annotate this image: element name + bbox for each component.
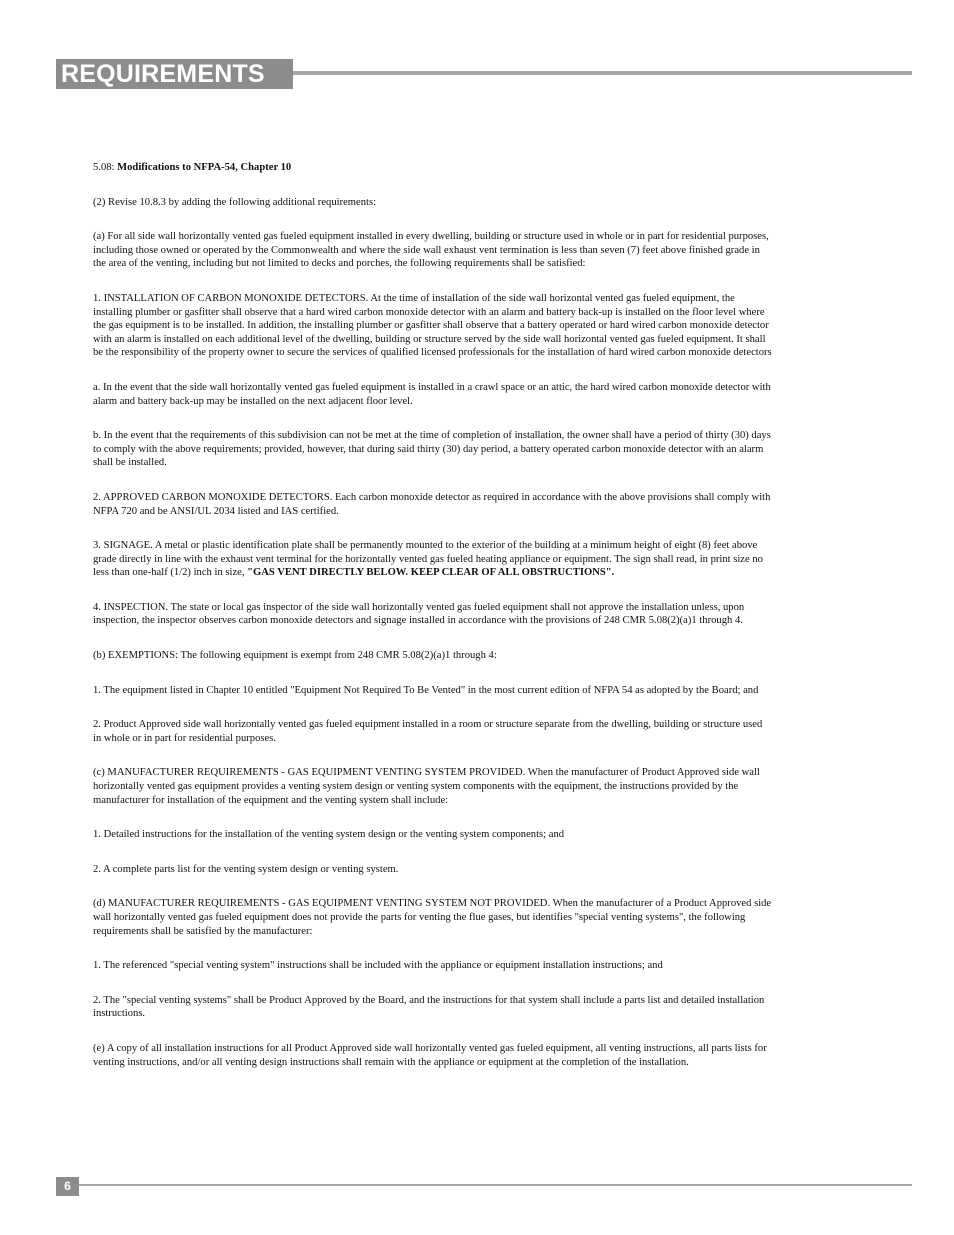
paragraph-c: (c) MANUFACTURER REQUIREMENTS - GAS EQUIPMENT VENTING SYSTEM PROVIDED. When the manufacturer of Product Approved side wall horizontally vented gas equipment provides a venting system design or venting system components with the equipment, the instructions provided by the manufacturer for installation of the equipment and the venting system shall include: <box>93 767 760 806</box>
paragraph-a: (a) For all side wall horizontally vented gas fueled equipment installed in every dwelling, building or structure used in whole or in part for residential purposes, including those owned or operated by the Commonwealth and where the side wall exhaust vent termination is less than seven (7) feet above finished grade in the area of the venting, including but not limited to decks and porches, the following requirements shall be satisfied: <box>93 231 769 270</box>
section-title-banner <box>56 59 293 89</box>
page-number-box <box>56 1177 79 1196</box>
paragraph-c-2: 2. A complete parts list for the venting system design or venting system. <box>93 863 399 875</box>
paragraph-c-1: 1. Detailed instructions for the installation of the venting system design or the venting system components; and <box>93 829 565 841</box>
paragraph-crawl-space: a. In the event that the side wall horizontally vented gas fueled equipment is installed in a crawl space or an attic, the hard wired carbon monoxide detector with alarm and battery back-up may be installed on the next adjacent floor level. <box>93 381 771 407</box>
paragraph-e: (e) A copy of all installation instructions for all Product Approved side wall horizontally vented gas fueled equipment, all venting instructions, all parts lists for venting instructions, and/or all venting design instructions shall remain with the appliance or equipment at the completion of the installation. <box>93 1042 767 1068</box>
section-heading-text: Modifications to NFPA-54, Chapter 10 <box>117 162 292 173</box>
paragraph-exemptions: (b) EXEMPTIONS: The following equipment is exempt from 248 CMR 5.08(2)(a)1 through 4: <box>93 650 497 662</box>
paragraph-exemption-1: 1. The equipment listed in Chapter 10 entitled "Equipment Not Required To Be Vented" in the most current edition of NFPA 54 as adopted by the Board; and <box>93 684 759 696</box>
section-heading <box>93 161 773 175</box>
paragraph-signage <box>93 539 773 580</box>
paragraph-thirty-days: b. In the event that the requirements of this subdivision can not be met at the time of completion of installation, the owner shall have a period of thirty (30) days to comply with the above requirements; provided, however, that during said thirty (30) day period, a battery operated carbon monoxide detector with an alarm shall be installed. <box>93 430 771 469</box>
signage-warning: "GAS VENT DIRECTLY BELOW. KEEP CLEAR OF ALL OBSTRUCTIONS". <box>247 567 615 579</box>
signage-text: 3. SIGNAGE. A metal or plastic identification plate shall be permanently mounted to the exterior of the building at a minimum height of eight (8) feet above grade directly in line with the exhaust vent terminal for the horizontally vented gas fueled heating appliance or equipment. The sign shall read, in print size no less than one-half (1/2) inch in size, <box>93 540 763 579</box>
header-divider <box>293 71 912 75</box>
section-prefix: 5.08: <box>93 162 118 173</box>
paragraph-approved-detectors: 2. APPROVED CARBON MONOXIDE DETECTORS. Each carbon monoxide detector as required in accordance with the above provisions shall comply with NFPA 720 and be ANSI/UL 2034 listed and IAS certified. <box>93 491 771 517</box>
paragraph-inspection: 4. INSPECTION. The state or local gas inspector of the side wall horizontally vented gas fueled equipment shall not approve the installation unless, upon inspection, the inspector observes carbon monoxide detectors and signage installed in accordance with the provisions of 248 CMR 5.08(2)(a)1 through 4. <box>93 601 745 627</box>
page-number: 6 <box>64 1179 71 1193</box>
paragraph-d-2: 2. The "special venting systems" shall be Product Approved by the Board, and the instructions for that system shall include a parts list and detailed installation instructions. <box>93 994 765 1020</box>
paragraph-exemption-2: 2. Product Approved side wall horizontally vented gas fueled equipment installed in a room or structure separate from the dwelling, building or structure used in whole or in part for residential purposes. <box>93 719 763 744</box>
document-body <box>93 161 773 1090</box>
footer-divider <box>79 1184 912 1186</box>
paragraph-d-1: 1. The referenced "special venting system" instructions shall be included with the appliance or equipment installation instructions; and <box>93 960 663 972</box>
paragraph-co-detectors: 1. INSTALLATION OF CARBON MONOXIDE DETECTORS. At the time of installation of the side wall horizontal vented gas fueled equipment, the installing plumber or gasfitter shall observe that a hard wired carbon monoxide detector with an alarm and battery back-up is installed on the floor level where the gas equipment is to be installed. In addition, the installing plumber or gasfitter shall observe that a battery operated or hard wired carbon monoxide detector with an alarm is installed on each additional level of the dwelling, building or structure served by the side wall horizontal vented gas fueled equipment. It shall be the responsibility of the property owner to secure the services of qualified licensed professionals for the installation of hard wired carbon monoxide detectors <box>93 292 772 359</box>
paragraph-d: (d) MANUFACTURER REQUIREMENTS - GAS EQUIPMENT VENTING SYSTEM NOT PROVIDED. When the manufacturer of a Product Approved side wall horizontally vented gas fueled equipment does not provide the parts for venting the flue gases, but identifies "special venting systems", the following requirements shall be satisfied by the manufacturer: <box>93 898 772 937</box>
section-title: REQUIREMENTS <box>61 60 265 88</box>
paragraph-revise: (2) Revise 10.8.3 by adding the following additional requirements: <box>93 196 377 208</box>
